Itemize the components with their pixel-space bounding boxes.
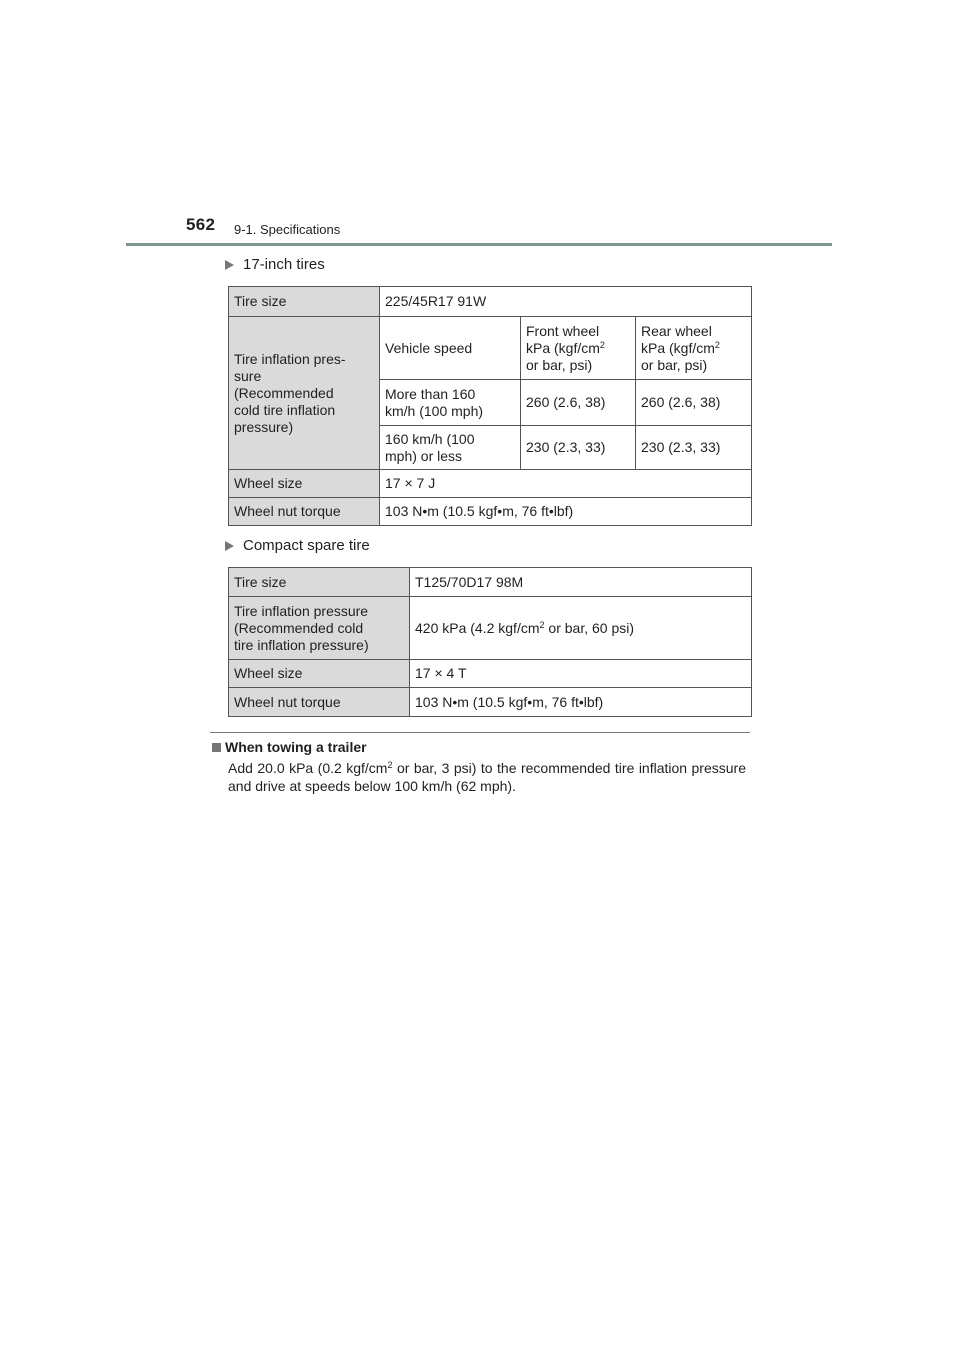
spare-tire-size-label: Tire size xyxy=(229,568,410,597)
rear-pressure-cell: 230 (2.3, 33) xyxy=(636,426,752,470)
vehicle-speed-header: Vehicle speed xyxy=(380,317,521,380)
subheading-compact-spare-label: Compact spare tire xyxy=(243,537,370,554)
towing-heading xyxy=(212,739,367,755)
subheading-compact-spare xyxy=(225,537,370,554)
header-rule xyxy=(126,243,832,246)
triangle-bullet-icon xyxy=(225,541,234,551)
rear-wheel-header: Rear wheel kPa ($kgf/cm^2$ or bar, psi) xyxy=(636,317,752,380)
subheading-17-inch-label: 17-inch tires xyxy=(243,256,325,273)
section-title: 9-1. Specifications xyxy=(234,222,341,237)
speed-cell: 160 km/h (100 mph) or less xyxy=(380,426,521,470)
towing-heading-label: When towing a trailer xyxy=(225,739,367,755)
spare-wheel-size-label: Wheel size xyxy=(229,660,410,688)
spare-wheel-size-value: 17 × 4 T xyxy=(410,660,752,688)
spare-inflation-label: Tire inflation pressure (Recommended cold tire inflation pressure) xyxy=(229,597,410,660)
tires-17-table xyxy=(228,286,752,526)
wheel-size-label: Wheel size xyxy=(229,470,380,498)
wheel-size-value: 17 × 7 J xyxy=(380,470,752,498)
spare-tire-size-value: T125/70D17 98M xyxy=(410,568,752,597)
subheading-17-inch xyxy=(225,256,325,273)
wheel-nut-torque-value: 103 N•m (10.5 kgf•m, 76 ft•lbf) xyxy=(380,498,752,526)
spare-wheel-nut-torque-label: Wheel nut torque xyxy=(229,688,410,717)
rear-pressure-cell: 260 (2.6, 38) xyxy=(636,380,752,426)
speed-cell: More than 160 km/h (100 mph) xyxy=(380,380,521,426)
towing-divider xyxy=(210,732,750,733)
front-wheel-header: Front wheel kPa ($kgf/cm^2$ or bar, psi) xyxy=(521,317,636,380)
page-number: 562 xyxy=(186,215,216,234)
inflation-pressure-label: Tire inflation pres- sure (Recommended cold tire inflation pressure) xyxy=(229,317,380,470)
square-bullet-icon xyxy=(212,743,221,752)
tire-size-value: 225/45R17 91W xyxy=(380,287,752,317)
spare-wheel-nut-torque-value: 103 N•m (10.5 kgf•m, 76 ft•lbf) xyxy=(410,688,752,717)
spare-inflation-value: 420 kPa (4.2 kgf/$cm^2$ or bar, 60 psi) xyxy=(410,597,752,660)
wheel-nut-torque-label: Wheel nut torque xyxy=(229,498,380,526)
tire-size-label: Tire size xyxy=(229,287,380,317)
front-pressure-cell: 230 (2.3, 33) xyxy=(521,426,636,470)
towing-body: Add 20.0 kPa (0.2 kgf/$cm^2$ or bar, 3 psi) to the recommended tire inflation pressure and drive at speeds below 100 km/h (62 mph). xyxy=(228,760,746,794)
front-pressure-cell: 260 (2.6, 38) xyxy=(521,380,636,426)
spare-tire-table xyxy=(228,567,752,717)
triangle-bullet-icon xyxy=(225,260,234,270)
